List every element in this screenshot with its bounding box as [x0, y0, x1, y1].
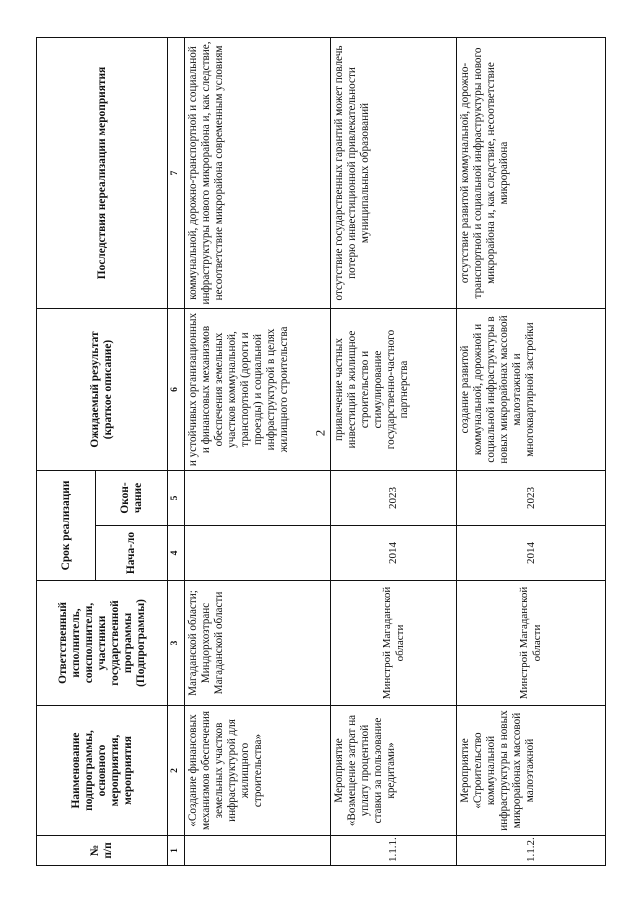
header-num: № п/п: [37, 836, 168, 866]
row-name: Мероприятие «Строительство коммунальной инфраструктуры в новых микрорайонах массовой малоэтажной: [457, 706, 606, 836]
row-result: привлечение частных инвестиций в жилищное строительство и стимулирование государственно-частного партнерства: [331, 309, 457, 471]
row-start: 2014: [457, 526, 606, 581]
header-term: Срок реализации: [37, 471, 96, 581]
row-executor: Минстрой Магаданской области: [457, 581, 606, 706]
header-row-1: [37, 38, 96, 866]
column-numbers-row: [168, 38, 184, 866]
page-number: 2: [312, 429, 327, 437]
column-number: 6: [168, 309, 184, 471]
row-end: 2023: [457, 471, 606, 526]
row-executor: Магаданской области; Миндорхозтранс Магаданской области: [184, 581, 331, 706]
row-consequence: коммунальной, дорожно-транспортной и социальной инфраструктуры нового микрорайона и, как следствие, несоответствие микрорайона современным условиям: [184, 38, 331, 309]
row-num: [184, 836, 331, 866]
program-table: [36, 37, 606, 866]
rotated-table-container: [36, 38, 606, 866]
column-number: 3: [168, 581, 184, 706]
table-row: [457, 38, 606, 866]
row-name: «Создание финансовых механизмов обеспечения земельных участков инфраструктурой для жилищного строительства»: [184, 706, 331, 836]
header-name: Наименование подпрограммы, основного мероприятия, мероприятия: [37, 706, 168, 836]
header-result: Ожидаемый результат (краткое описание): [37, 309, 168, 471]
header-consequence: Последствия нереализации мероприятия: [37, 38, 168, 309]
row-num: 1.1.1.: [331, 836, 457, 866]
column-number: 4: [168, 526, 184, 581]
column-number: 2: [168, 706, 184, 836]
row-result: и устойчивых организационных и финансовых механизмов обеспечения земельных участков коммунальной, транспортной (дороги и проезды) и социальной инфраструктурой в целях жилищного строительства: [184, 309, 331, 471]
header-term-end: Окон-чание: [96, 471, 168, 526]
row-num: 1.1.2.: [457, 836, 606, 866]
row-start: 2014: [331, 526, 457, 581]
column-number: 7: [168, 38, 184, 309]
table-row: [331, 38, 457, 866]
row-end: [184, 471, 331, 526]
row-end: 2023: [331, 471, 457, 526]
row-start: [184, 526, 331, 581]
table-row: [184, 38, 331, 866]
header-term-start: Нача-ло: [96, 526, 168, 581]
row-name: Мероприятие «Возмещение затрат на уплату процентной ставки за пользование кредитами»: [331, 706, 457, 836]
row-executor: Минстрой Магаданской области: [331, 581, 457, 706]
header-executor: Ответственный исполнитель, соисполнители, участники государственной программы (Подпрограммы): [37, 581, 168, 706]
row-consequence: отсутствие государственных гарантий может повлечь потерю инвестиционной привлекательности муниципальных образований: [331, 38, 457, 309]
row-result: создание развитой коммунальной, дорожной и социальной инфраструктуры в новых микрорайонах массовой малоэтажной и многоквартирной застройки: [457, 309, 606, 471]
column-number: 1: [168, 836, 184, 866]
row-consequence: отсутствие развитой коммунальной, дорожно-транспортной и социальной инфраструктуры нового микрорайона и, как следствие, несоответствие микрорайона: [457, 38, 606, 309]
column-number: 5: [168, 471, 184, 526]
